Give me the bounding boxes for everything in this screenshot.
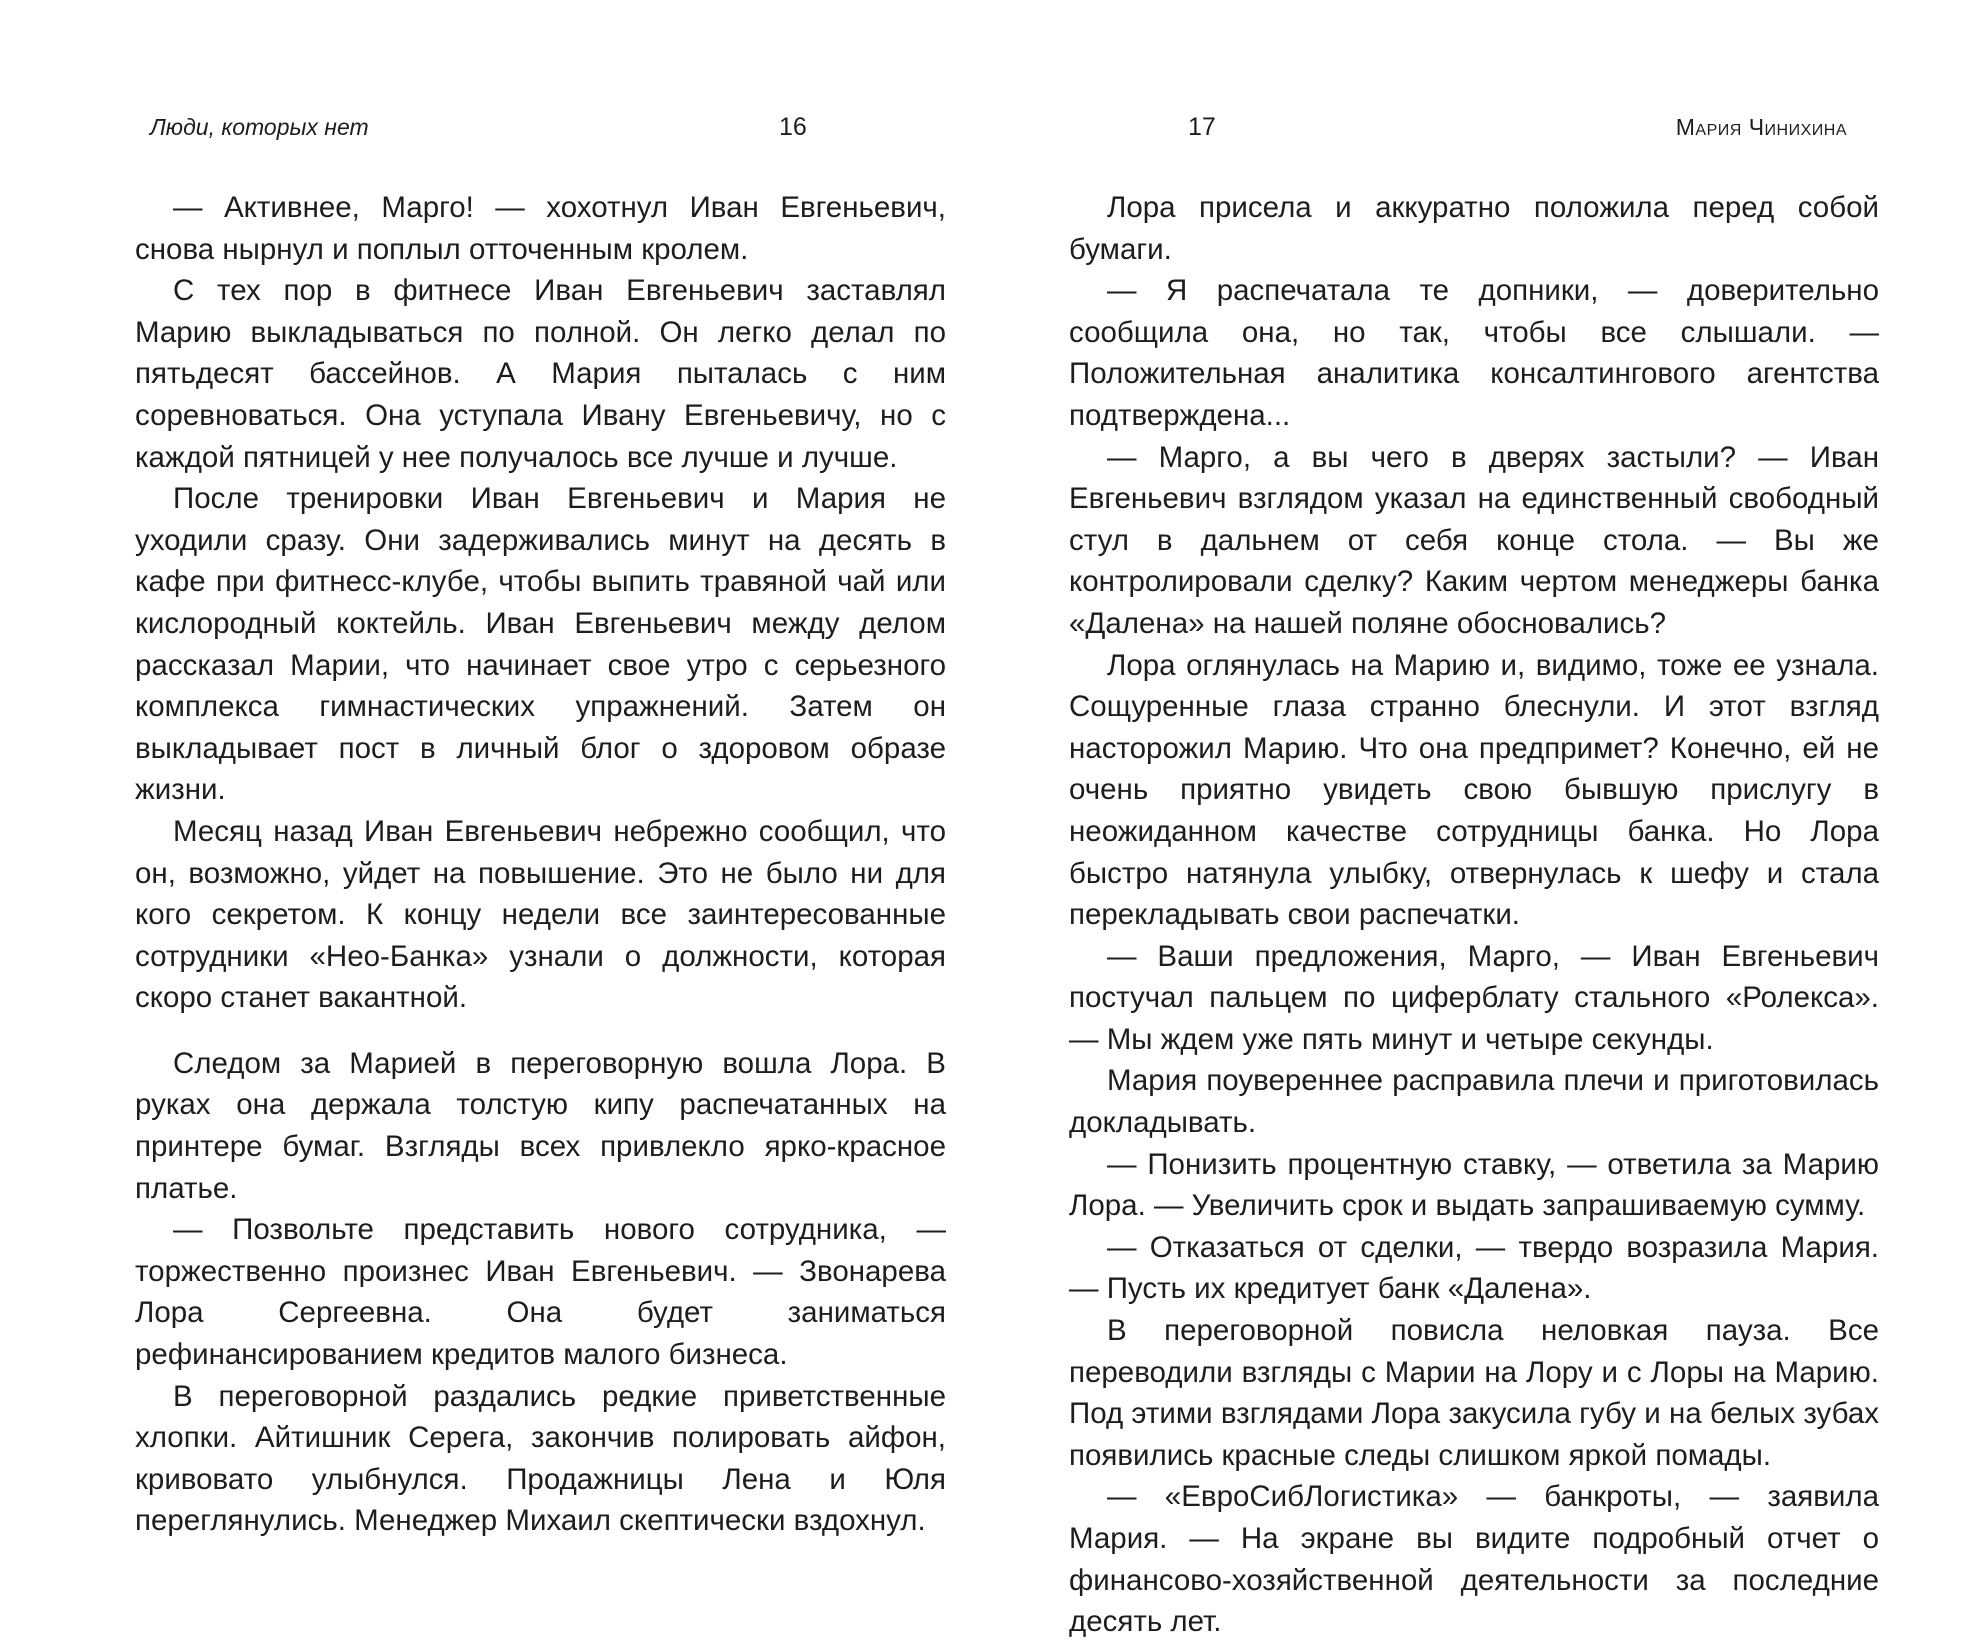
paragraph: Мария поувереннее расправила плечи и приготовилась докладывать.: [1069, 1064, 1879, 1140]
left-page-text: [135, 187, 946, 1542]
paragraph: В переговорной повисла неловкая пауза. Все переводили взгляды с Марии на Лору и с Лоры на Марию. Под этими взглядами Лора закусила губу и на белых зубах появились красные следы слишком яркой помады.: [1069, 1314, 1879, 1472]
paragraph: После тренировки Иван Евгеньевич и Мария не уходили сразу. Они задерживались минут на десять в кафе при фитнесс-клубе, чтобы выпить травяной чай или кислородный коктейль. Иван Евгеньевич между делом рассказал Марии, что начинает свое утро с серьезного комплекса гимнастических упражнений. Затем он выкладывает пост в личный блог о здоровом образе жизни.: [135, 482, 946, 807]
paragraph: — Понизить процентную ставку, — ответила за Марию Лора. — Увеличить срок и выдать запрашиваемую сумму.: [1069, 1147, 1879, 1223]
paragraph: — «ЕвроСибЛогистика» — банкроты, — заявила Мария. — На экране вы видите подробный отчет о финансово-хозяйственной деятельности за последние десять лет.: [1069, 1480, 1879, 1639]
paragraph: Следом за Марией в переговорную вошла Лора. В руках она держала толстую кипу распечатанных на принтере бумаг. Взгляды всех привлекло ярко-красное платье.: [135, 1046, 946, 1205]
paragraph: — Отказаться от сделки, — твердо возразила Мария. — Пусть их кредитует банк «Далена».: [1069, 1230, 1879, 1306]
paragraph: Месяц назад Иван Евгеньевич небрежно сообщил, что он, возможно, уйдет на повышение. Это не было ни для кого секретом. К концу недели все заинтересованные сотрудники «Нео-Банка» узнали о должности, которая скоро станет вакантной.: [135, 814, 946, 1015]
paragraph: — Активнее, Марго! — хохотнул Иван Евгеньевич, снова нырнул и поплыл отточенным кролем.: [135, 191, 946, 266]
page-number-right: 17: [1188, 113, 1216, 141]
paragraph: Лора оглянулась на Марию и, видимо, тоже ее узнала. Сощуренные глаза странно блеснули. И этот взгляд насторожил Марию. Что она предпримет? Конечно, ей не очень приятно увидеть свою бывшую прислугу в неожиданном качестве сотрудницы банка. Но Лора быстро натянула улыбку, отвернулась к шефу и стала перекладывать свои распечатки.: [1069, 648, 1879, 932]
paragraph: С тех пор в фитнесе Иван Евгеньевич заставлял Марию выкладываться по полной. Он легко делал по пятьдесят бассейнов. А Мария пыталась с ним соревноваться. Она уступала Ивану Евгеньевичу, но с каждой пятницей у нее получалось все лучше и лучше.: [135, 274, 946, 474]
paragraph: — Я распечатала те допники, — доверительно сообщила она, но так, чтобы все слышали. — Положительная аналитика консалтингового агентства подтверждена...: [1069, 274, 1879, 432]
paragraph: — Ваши предложения, Марго, — Иван Евгеньевич постучал пальцем по циферблату стального «Ролекса». — Мы ждем уже пять минут и четыре секунды.: [1069, 939, 1879, 1056]
right-page: [985, 0, 1971, 1639]
paragraph: В переговорной раздались редкие приветственные хлопки. Айтишник Серега, закончив полировать айфон, кривовато улыбнулся. Продажницы Лена и Юля переглянулись. Менеджер Михаил скептически вздохнул.: [135, 1379, 946, 1538]
left-page: [0, 0, 985, 1584]
paragraph: — Позвольте представить нового сотрудника, — торжественно произнес Иван Евгеньевич. — Звонарева Лора Сергеевна. Она будет заниматься рефинансированием кредитов малого бизнеса.: [135, 1213, 946, 1372]
page-number-left: 16: [779, 113, 807, 141]
paragraph: — Марго, а вы чего в дверях застыли? — Иван Евгеньевич взглядом указал на единственный свободный стул в дальнем от себя конце стола. — Вы же контролировали сделку? Каким чертом менеджеры банка «Далена» на нашей поляне обосновались?: [1069, 440, 1879, 640]
running-title: Люди, которых нет: [150, 114, 369, 140]
paragraph: Лора присела и аккуратно положила перед собой бумаги.: [1069, 191, 1879, 266]
right-page-text: [1069, 187, 1879, 1643]
running-author: Мария Чинихина: [1675, 114, 1847, 140]
